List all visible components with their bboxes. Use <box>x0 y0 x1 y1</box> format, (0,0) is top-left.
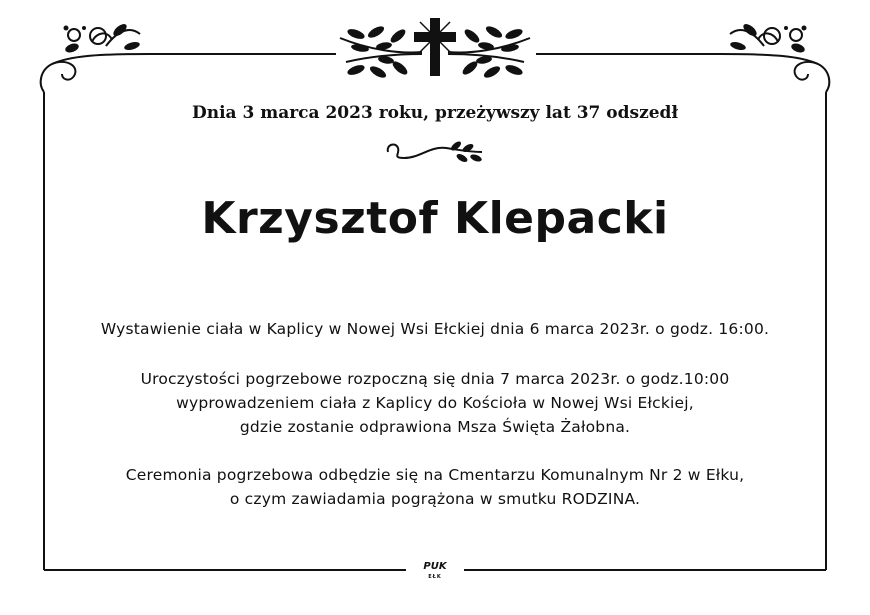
logo-sub: EŁK <box>428 574 442 580</box>
intro-text: Dnia 3 marca 2023 roku, przeżywszy lat 37 odszedł <box>191 103 678 123</box>
burial-line-2: o czym zawiadamia pogrążona w smutku RODZINA. <box>229 490 641 508</box>
cross-icon <box>414 18 456 76</box>
leaf-cluster-left <box>64 22 141 54</box>
ceremony-line-3: gdzie zostanie odprawiona Msza Święta Żałobna. <box>239 418 631 436</box>
corner-flourish-icon <box>41 28 150 92</box>
leaf-divider-icon <box>388 140 483 164</box>
laurel-branch-icon <box>340 24 422 80</box>
ceremony-line-1: Uroczystości pogrzebowe rozpoczną się dnia 7 marca 2023r. o godz.10:00 <box>140 370 730 388</box>
corner-flourish-icon <box>720 28 829 92</box>
logo-main: PUK <box>423 561 447 572</box>
ceremony-line-2: wyprowadzeniem ciała z Kaplicy do Kościoła w Nowej Wsi Ełckiej, <box>176 394 694 412</box>
leaf-cluster-right <box>729 22 806 54</box>
deceased-name: Krzysztof Klepacki <box>201 193 669 244</box>
burial-line-1: Ceremonia pogrzebowa odbędzie się na Cmentarzu Komunalnym Nr 2 w Ełku, <box>125 466 745 484</box>
laurel-branch-icon <box>448 24 530 80</box>
viewing-info: Wystawienie ciała w Kaplicy w Nowej Wsi Ełckiej dnia 6 marca 2023r. o godz. 16:00. <box>100 320 770 338</box>
puk-logo <box>412 562 458 582</box>
